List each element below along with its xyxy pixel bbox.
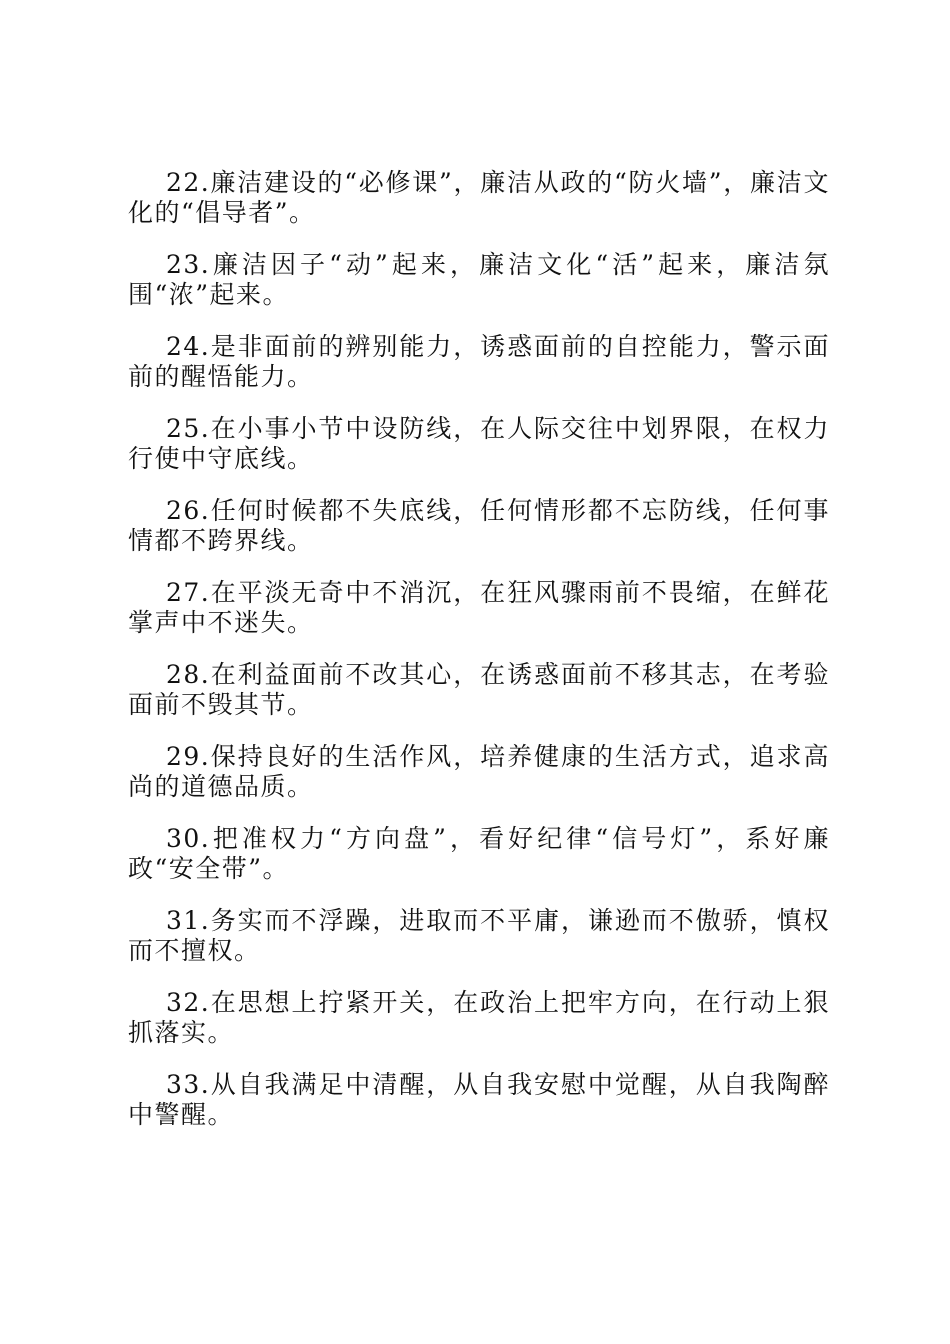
paragraph-26: 26.任何时候都不失底线，任何情形都不忘防线，任何事情都不跨界线。 <box>128 496 830 555</box>
paragraph-25: 25.在小事小节中设防线，在人际交往中划界限，在权力行使中守底线。 <box>128 414 830 473</box>
paragraph-24: 24.是非面前的辨别能力，诱惑面前的自控能力，警示面前的醒悟能力。 <box>128 332 830 391</box>
paragraph-23: 23.廉洁因子“动”起来，廉洁文化“活”起来，廉洁氛围“浓”起来。 <box>128 250 830 309</box>
paragraph-29: 29.保持良好的生活作风，培养健康的生活方式，追求高尚的道德品质。 <box>128 742 830 801</box>
paragraph-33: 33.从自我满足中清醒，从自我安慰中觉醒，从自我陶醉中警醒。 <box>128 1070 830 1129</box>
paragraph-32: 32.在思想上拧紧开关，在政治上把牢方向，在行动上狠抓落实。 <box>128 988 830 1047</box>
paragraph-27: 27.在平淡无奇中不消沉，在狂风骤雨前不畏缩，在鲜花掌声中不迷失。 <box>128 578 830 637</box>
document-body <box>128 168 830 1152</box>
paragraph-28: 28.在利益面前不改其心，在诱惑面前不移其志，在考验面前不毁其节。 <box>128 660 830 719</box>
paragraph-31: 31.务实而不浮躁，进取而不平庸，谦逊而不傲骄，慎权而不擅权。 <box>128 906 830 965</box>
paragraph-22: 22.廉洁建设的“必修课”，廉洁从政的“防火墙”，廉洁文化的“倡导者”。 <box>128 168 830 227</box>
paragraph-30: 30.把准权力“方向盘”，看好纪律“信号灯”，系好廉政“安全带”。 <box>128 824 830 883</box>
